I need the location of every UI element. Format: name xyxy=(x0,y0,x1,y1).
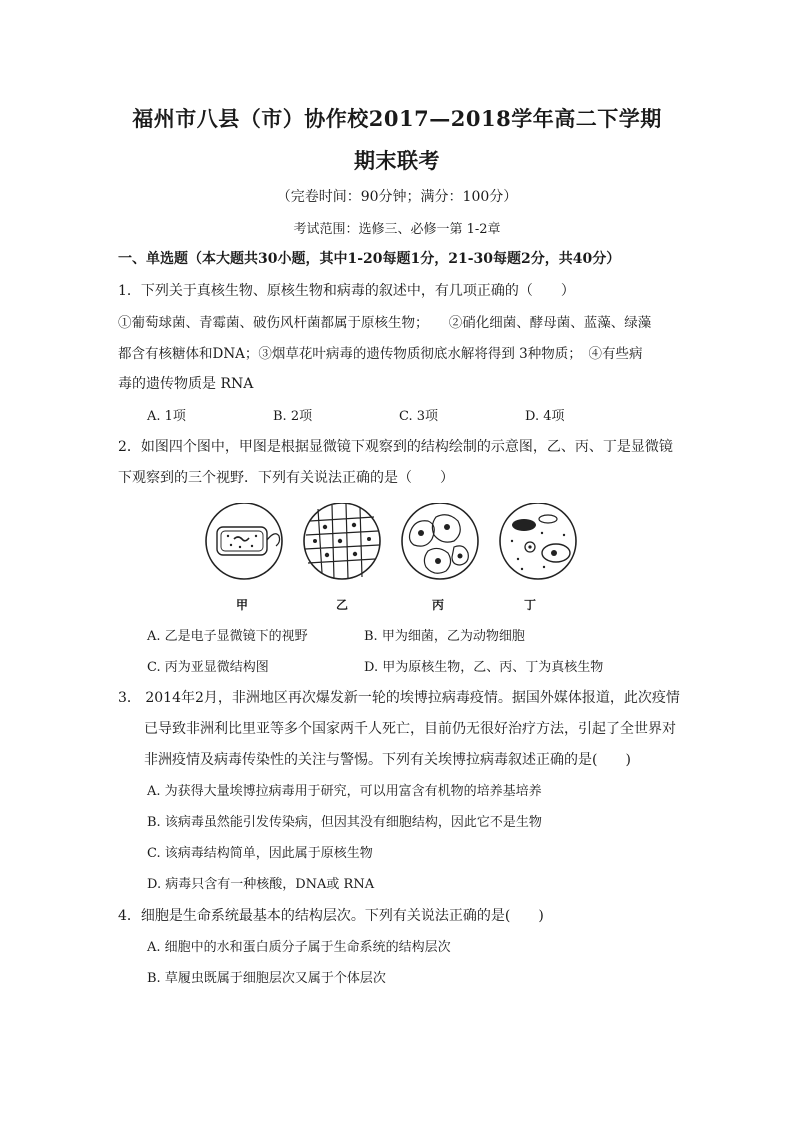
figure-yi-plant-cells xyxy=(304,503,380,579)
figure-bing-animal-cells xyxy=(402,503,478,579)
exam-title-line2: 期末联考 xyxy=(354,148,440,173)
figure-label-bing: 丙 xyxy=(432,598,445,612)
q4-option-b: B. 草履虫既属于细胞层次又属于个体层次 xyxy=(147,971,386,986)
q1-line3: 都含有核糖体和DNA；③烟草花叶病毒的遗传物质彻底水解将得到 3种物质； ④有些病 xyxy=(118,346,643,362)
q2-option-b: B. 甲为细菌，乙为动物细胞 xyxy=(364,629,525,644)
exam-time-info: （完卷时间：90分钟；满分：100分） xyxy=(276,189,518,205)
figure-ding-subcellular xyxy=(500,503,576,579)
q3-stem-line1: 3． 2014年2月，非洲地区再次爆发新一轮的埃博拉病毒疫情。据国外媒体报道，此次疫情 xyxy=(118,690,680,706)
q3-option-a: A. 为获得大量埃博拉病毒用于研究，可以用富含有机物的培养基培养 xyxy=(147,784,542,799)
q4-stem: 4．细胞是生命系统最基本的结构层次。下列有关说法正确的是( ) xyxy=(118,908,544,924)
q4-option-a: A. 细胞中的水和蛋白质分子属于生命系统的结构层次 xyxy=(147,940,451,955)
exam-scope: 考试范围：选修三、必修一第 1-2章 xyxy=(293,222,501,237)
q3-stem-line3: 非洲疫情及病毒传染性的关注与警惕。下列有关埃博拉病毒叙述正确的是( ) xyxy=(144,752,631,768)
q2-stem-line2: 下观察到的三个视野．下列有关说法正确的是（ ） xyxy=(118,470,454,486)
q3-stem-line2: 已导致非洲利比里亚等多个国家两千人死亡，目前仍无很好治疗方法，引起了全世界对 xyxy=(144,721,676,737)
figure-jia-bacterium xyxy=(206,503,282,579)
q1-option-c: C. 3项 xyxy=(399,409,439,424)
q1-stem: 1．下列关于真核生物、原核生物和病毒的叙述中，有几项正确的（ ） xyxy=(118,283,575,299)
q1-option-d: D. 4项 xyxy=(525,409,565,424)
q2-option-c: C. 丙为亚显微结构图 xyxy=(147,660,269,675)
figure-label-jia: 甲 xyxy=(236,598,249,612)
q1-option-b: B. 2项 xyxy=(273,409,313,424)
q1-line2: ①葡萄球菌、青霉菌、破伤风杆菌都属于原核生物； ②硝化细菌、酵母菌、蓝藻、绿藻 xyxy=(118,315,652,331)
q2-stem-line1: 2．如图四个图中，甲图是根据显微镜下观察到的结构绘制的示意图，乙、丙、丁是显微镜 xyxy=(118,439,673,455)
q2-option-d: D. 甲为原核生物，乙、丙、丁为真核生物 xyxy=(364,660,604,675)
q1-option-a: A. 1项 xyxy=(147,409,186,424)
section-heading: 一、单选题（本大题共30小题，其中1-20每题1分，21-30每题2分，共40分） xyxy=(118,251,621,267)
figure-label-ding: 丁 xyxy=(524,598,537,612)
q3-option-b: B. 该病毒虽然能引发传染病，但因其没有细胞结构，因此它不是生物 xyxy=(147,815,542,830)
q3-option-c: C. 该病毒结构简单，因此属于原核生物 xyxy=(147,846,373,861)
q2-option-a: A. 乙是电子显微镜下的视野 xyxy=(147,629,308,644)
exam-title-line1: 福州市八县（市）协作校2017—2018学年高二下学期 xyxy=(132,106,662,131)
q3-option-d: D. 病毒只含有一种核酸，DNA或 RNA xyxy=(147,877,375,892)
figure-label-yi: 乙 xyxy=(336,598,349,612)
q1-line4: 毒的遗传物质是 RNA xyxy=(118,376,254,392)
